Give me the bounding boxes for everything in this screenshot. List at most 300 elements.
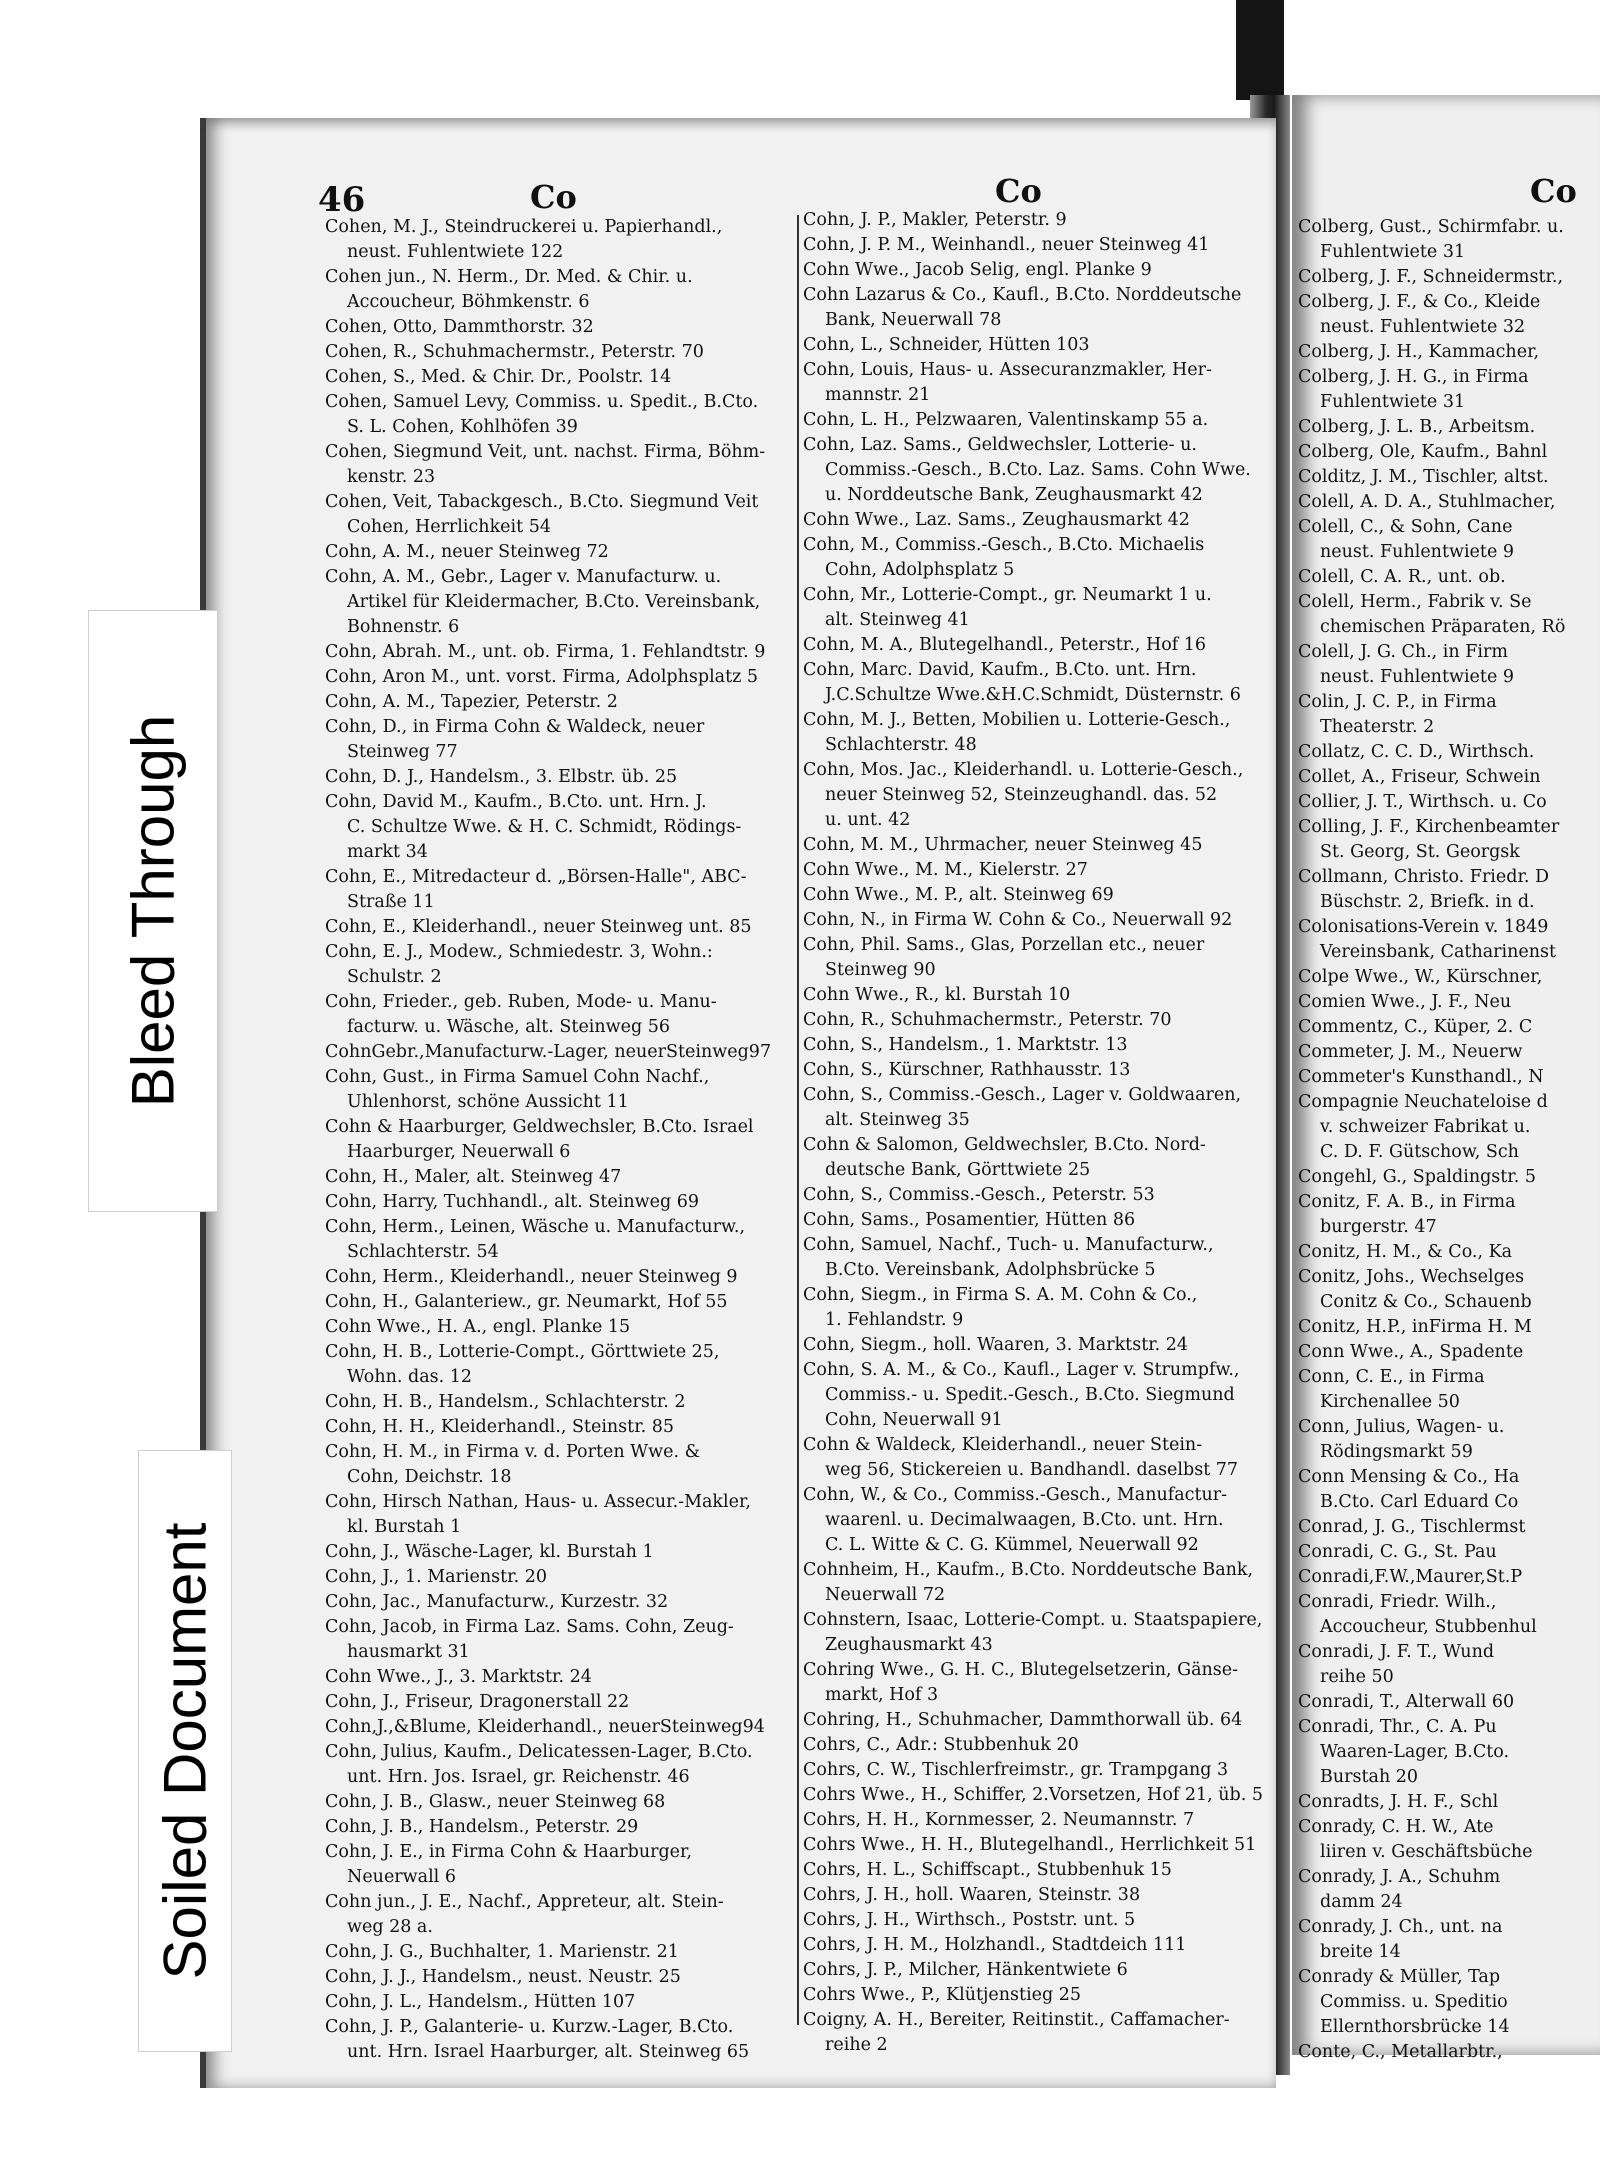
directory-entry <box>325 1190 795 1215</box>
directory-entry <box>325 1890 795 1940</box>
directory-entry <box>325 2015 795 2065</box>
directory-entry <box>325 1115 795 1165</box>
entry-continuation: Cohn, Adolphsplatz 5 <box>825 560 1015 580</box>
directory-entry <box>1298 290 1600 340</box>
entry-continuation: alt. Steinweg 35 <box>825 1110 970 1130</box>
entry-line: Cohrs Wwe., H. H., Blutegelhandl., Herrlichkeit 51 <box>803 1835 1257 1855</box>
entry-line: Cohn, Julius, Kaufm., Delicatessen-Lager, B.Cto. <box>325 1742 753 1762</box>
entry-continuation: J.C.Schultze Wwe.&H.C.Schmidt, Düsternstr. 6 <box>825 685 1241 705</box>
entry-continuation: damm 24 <box>1320 1892 1403 1912</box>
directory-entry <box>325 1690 795 1715</box>
directory-entry <box>803 1783 1275 1808</box>
entry-continuation: neust. Fuhlentwiete 32 <box>1320 317 1526 337</box>
entry-continuation: weg 56, Stickereien u. Bandhandl. daselbst 77 <box>825 1460 1239 1480</box>
entry-continuation: Conitz & Co., Schauenb <box>1320 1292 1532 1312</box>
directory-entry <box>325 790 795 865</box>
entry-line: Cohn, J. P. M., Weinhandl., neuer Steinweg 41 <box>803 235 1210 255</box>
entry-line: Cohn, E. J., Modew., Schmiedestr. 3, Wohn.: <box>325 942 713 962</box>
entry-line: Cohring, H., Schuhmacher, Dammthorwall üb. 64 <box>803 1710 1243 1730</box>
entry-line: Cohn, H. H., Kleiderhandl., Steinstr. 85 <box>325 1417 675 1437</box>
entry-line: Conrady, C. H. W., Ate <box>1298 1817 1494 1837</box>
entry-continuation: Steinweg 90 <box>825 960 936 980</box>
entry-line: Cohn, Louis, Haus- u. Assecuranzmakler, Her- <box>803 360 1212 380</box>
directory-entry <box>325 1340 795 1390</box>
soiled-document-label <box>138 1450 232 2052</box>
directory-entry <box>325 1940 795 1965</box>
entry-line: Congehl, G., Spaldingstr. 5 <box>1298 1167 1537 1187</box>
entry-continuation: deutsche Bank, Görttwiete 25 <box>825 1160 1091 1180</box>
directory-entry <box>1298 1815 1600 1865</box>
directory-entry <box>325 940 795 990</box>
entry-line: Cohn, S., Commiss.-Gesch., Peterstr. 53 <box>803 1185 1155 1205</box>
directory-entry <box>803 883 1275 908</box>
directory-entry <box>803 1558 1275 1608</box>
entry-line: Conn Mensing & Co., Ha <box>1298 1467 1520 1487</box>
directory-entry <box>325 915 795 940</box>
directory-entry <box>325 490 795 540</box>
directory-entry <box>1298 1165 1600 1190</box>
entry-line: Cohrs, H. L., Schiffscapt., Stubbenhuk 15 <box>803 1860 1172 1880</box>
entry-continuation: hausmarkt 31 <box>347 1642 470 1662</box>
directory-entry <box>803 1333 1275 1358</box>
entry-line: Conrady, J. A., Schuhm <box>1298 1867 1501 1887</box>
entry-continuation: reihe 50 <box>1320 1667 1394 1687</box>
directory-entry <box>325 865 795 915</box>
entry-line: Cohn, J. L., Handelsm., Hütten 107 <box>325 1992 636 2012</box>
directory-entry <box>1298 1190 1600 1240</box>
directory-entry <box>325 1040 795 1065</box>
entry-line: Cohen, S., Med. & Chir. Dr., Poolstr. 14 <box>325 367 672 387</box>
entry-line: Colell, C. A. R., unt. ob. <box>1298 567 1506 587</box>
entry-line: Conradts, J. H. F., Schl <box>1298 1792 1499 1812</box>
directory-entry <box>1298 1065 1600 1090</box>
entry-line: Colberg, J. F., & Co., Kleide <box>1298 292 1541 312</box>
entry-line: Cohrs, J. H., Wirthsch., Poststr. unt. 5 <box>803 1910 1136 1930</box>
entry-line: Cohn Lazarus & Co., Kaufl., B.Cto. Norddeutsche <box>803 285 1242 305</box>
directory-entry <box>325 565 795 640</box>
directory-entry <box>1298 1590 1600 1640</box>
entry-continuation: markt 34 <box>347 842 428 862</box>
entry-continuation: neust. Fuhlentwiete 122 <box>347 242 564 262</box>
directory-entry <box>1298 865 1600 915</box>
directory-entry <box>803 1658 1275 1708</box>
directory-entry <box>1298 1240 1600 1265</box>
entry-line: Coigny, A. H., Bereiter, Reitinstit., Caffamacher- <box>803 2010 1230 2030</box>
directory-entry <box>803 1483 1275 1558</box>
entry-continuation: liiren v. Geschäftsbüche <box>1320 1842 1533 1862</box>
entry-line: Colberg, J. F., Schneidermstr., <box>1298 267 1564 287</box>
directory-entry <box>325 1265 795 1290</box>
entry-line: Conrad, J. G., Tischlermst <box>1298 1517 1526 1537</box>
directory-entry <box>1298 1540 1600 1565</box>
directory-entry <box>325 340 795 365</box>
entry-continuation: C. D. F. Gütschow, Sch <box>1320 1142 1519 1162</box>
entry-line: Cohn, Aron M., unt. vorst. Firma, Adolphsplatz 5 <box>325 667 759 687</box>
directory-entry <box>325 640 795 665</box>
directory-entry <box>325 1165 795 1190</box>
directory-entry <box>803 258 1275 283</box>
entry-line: Conradi, T., Alterwall 60 <box>1298 1692 1515 1712</box>
directory-entry <box>1298 1365 1600 1415</box>
entry-line: Collatz, C. C. D., Wirthsch. <box>1298 742 1535 762</box>
directory-entry <box>803 833 1275 858</box>
directory-entry <box>1298 990 1600 1015</box>
directory-entry <box>1298 490 1600 515</box>
entry-line: Cohn, E., Kleiderhandl., neuer Steinweg unt. 85 <box>325 917 752 937</box>
entry-continuation: unt. Hrn. Jos. Israel, gr. Reichenstr. 46 <box>347 1767 690 1787</box>
directory-entry <box>803 708 1275 758</box>
directory-entry <box>325 990 795 1040</box>
directory-entry <box>803 408 1275 433</box>
directory-entry <box>803 1883 1275 1908</box>
entry-line: Cohn & Salomon, Geldwechsler, B.Cto. Nord- <box>803 1135 1206 1155</box>
directory-entry <box>325 1215 795 1265</box>
entry-line: Colpe Wwe., W., Kürschner, <box>1298 967 1543 987</box>
entry-line: Cohen, Samuel Levy, Commiss. u. Spedit., B.Cto. <box>325 392 759 412</box>
entry-line: Cohrs, J. P., Milcher, Hänkentwiete 6 <box>803 1960 1128 1980</box>
entry-line: Cohnheim, H., Kaufm., B.Cto. Norddeutsche Bank, <box>803 1560 1254 1580</box>
entry-line: Colell, Herm., Fabrik v. Se <box>1298 592 1532 612</box>
entry-line: Cohn, Herm., Kleiderhandl., neuer Steinweg 9 <box>325 1267 738 1287</box>
entry-line: Cohn, Marc. David, Kaufm., B.Cto. unt. Hrn. <box>803 660 1197 680</box>
directory-entry <box>325 1490 795 1540</box>
directory-entry <box>325 390 795 440</box>
directory-entry <box>803 433 1275 508</box>
directory-entry <box>803 933 1275 983</box>
directory-entry <box>325 1540 795 1565</box>
directory-entry <box>325 540 795 565</box>
entry-line: Cohen, R., Schuhmachermstr., Peterstr. 70 <box>325 342 704 362</box>
entry-continuation: Zeughausmarkt 43 <box>825 1635 993 1655</box>
directory-column-2 <box>803 208 1275 2055</box>
entry-line: Colonisations-Verein v. 1849 <box>1298 917 1549 937</box>
directory-entry <box>325 1440 795 1490</box>
directory-entry <box>1298 1315 1600 1340</box>
entry-line: Colell, A. D. A., Stuhlmacher, <box>1298 492 1556 512</box>
entry-continuation: Waaren-Lager, B.Cto. <box>1320 1742 1510 1762</box>
entry-continuation: Fuhlentwiete 31 <box>1320 392 1466 412</box>
entry-continuation: neust. Fuhlentwiete 9 <box>1320 542 1514 562</box>
entry-line: Cohrs Wwe., P., Klütjenstieg 25 <box>803 1985 1082 2005</box>
entry-line: Cohn, M., Commiss.-Gesch., B.Cto. Michaelis <box>803 535 1205 555</box>
entry-continuation: burgerstr. 47 <box>1320 1217 1437 1237</box>
entry-line: Colberg, J. L. B., Arbeitsm. <box>1298 417 1536 437</box>
directory-entry <box>325 1965 795 1990</box>
directory-entry <box>1298 1465 1600 1515</box>
directory-entry <box>803 1708 1275 1733</box>
entry-line: Cohn, W., & Co., Commiss.-Gesch., Manufactur- <box>803 1485 1228 1505</box>
directory-entry <box>1298 1865 1600 1915</box>
directory-entry <box>1298 515 1600 565</box>
entry-continuation: u. unt. 42 <box>825 810 911 830</box>
entry-line: CohnGebr.,Manufacturw.-Lager, neuerSteinweg97 <box>325 1042 772 1062</box>
directory-entry <box>325 1615 795 1665</box>
entry-line: Cohn, S. A. M., & Co., Kaufl., Lager v. Strumpfw., <box>803 1360 1240 1380</box>
entry-continuation: Commiss.- u. Spedit.-Gesch., B.Cto. Siegmund <box>825 1385 1235 1405</box>
entry-continuation: C. L. Witte & C. G. Kümmel, Neuerwall 92 <box>825 1535 1199 1555</box>
entry-continuation: waarenl. u. Decimalwaagen, B.Cto. unt. Hrn. <box>825 1510 1224 1530</box>
entry-continuation: breite 14 <box>1320 1942 1401 1962</box>
entry-line: Cohn, A. M., neuer Steinweg 72 <box>325 542 609 562</box>
entry-line: Cohn Wwe., Jacob Selig, engl. Planke 9 <box>803 260 1152 280</box>
entry-continuation: Cohn, Deichstr. 18 <box>347 1467 512 1487</box>
entry-line: Conte, C., Metallarbtr., <box>1298 2042 1503 2062</box>
entry-line: Conn, C. E., in Firma <box>1298 1367 1485 1387</box>
entry-line: Conn, Julius, Wagen- u. <box>1298 1417 1505 1437</box>
entry-continuation: v. schweizer Fabrikat u. <box>1320 1117 1531 1137</box>
entry-line: Collet, A., Friseur, Schwein <box>1298 767 1541 787</box>
entry-line: Cohrs Wwe., H., Schiffer, 2.Vorsetzen, Hof 21, üb. 5 <box>803 1785 1264 1805</box>
entry-continuation: Artikel für Kleidermacher, B.Cto. Vereinsbank, <box>347 592 761 612</box>
directory-entry <box>1298 365 1600 415</box>
entry-line: Cohn, D., in Firma Cohn & Waldeck, neuer <box>325 717 705 737</box>
directory-column-1 <box>325 215 795 2062</box>
entry-continuation: kenstr. 23 <box>347 467 436 487</box>
entry-continuation: Schlachterstr. 54 <box>347 1242 499 1262</box>
entry-line: Cohrs, C. W., Tischlerfreimstr., gr. Trampgang 3 <box>803 1760 1229 1780</box>
directory-entry <box>1298 815 1600 865</box>
directory-entry <box>1298 415 1600 440</box>
entry-continuation: Kirchenallee 50 <box>1320 1392 1460 1412</box>
directory-entry <box>803 233 1275 258</box>
directory-entry <box>1298 565 1600 590</box>
directory-entry <box>325 1665 795 1690</box>
directory-entry <box>325 1315 795 1340</box>
directory-entry <box>803 633 1275 658</box>
entry-line: Cohrs, H. H., Kornmesser, 2. Neumannstr. 7 <box>803 1810 1195 1830</box>
entry-line: Cohn, Mr., Lotterie-Compt., gr. Neumarkt 1 u. <box>803 585 1212 605</box>
directory-entry <box>803 208 1275 233</box>
directory-entry <box>325 1415 795 1440</box>
entry-line: Cohn, Frieder., geb. Ruben, Mode- u. Manu- <box>325 992 717 1012</box>
directory-entry <box>803 283 1275 333</box>
entry-continuation: Commiss.-Gesch., B.Cto. Laz. Sams. Cohn Wwe. <box>825 460 1251 480</box>
directory-entry <box>1298 1415 1600 1465</box>
directory-entry <box>1298 265 1600 290</box>
directory-column-right-page <box>1298 215 1600 2062</box>
directory-entry <box>803 1008 1275 1033</box>
entry-line: Cohen, Siegmund Veit, unt. nachst. Firma, Böhm- <box>325 442 766 462</box>
entry-line: Conitz, F. A. B., in Firma <box>1298 1192 1516 1212</box>
directory-entry <box>1298 1265 1600 1315</box>
entry-continuation: Schulstr. 2 <box>347 967 442 987</box>
entry-line: Cohn, Siegm., in Firma S. A. M. Cohn & Co., <box>803 1285 1198 1305</box>
entry-continuation: neuer Steinweg 52, Steinzeughandl. das. 52 <box>825 785 1218 805</box>
entry-continuation: reihe 2 <box>825 2035 888 2055</box>
directory-entry <box>325 1990 795 2015</box>
entry-line: Conrady, J. Ch., unt. na <box>1298 1917 1503 1937</box>
directory-entry <box>325 1290 795 1315</box>
entry-continuation: Bohnenstr. 6 <box>347 617 460 637</box>
directory-entry <box>803 1758 1275 1783</box>
entry-continuation: Bank, Neuerwall 78 <box>825 310 1002 330</box>
entry-continuation: Fuhlentwiete 31 <box>1320 242 1466 262</box>
directory-entry <box>803 1608 1275 1658</box>
directory-entry <box>803 508 1275 533</box>
directory-entry <box>1298 440 1600 465</box>
entry-continuation: Neuerwall 6 <box>347 1867 456 1887</box>
entry-line: Cohn, J., 1. Marienstr. 20 <box>325 1567 547 1587</box>
entry-line: Compagnie Neuchateloise d <box>1298 1092 1548 1112</box>
directory-entry <box>803 1283 1275 1333</box>
entry-line: Cohn, Laz. Sams., Geldwechsler, Lotterie- u. <box>803 435 1197 455</box>
entry-line: Cohn, Samuel, Nachf., Tuch- u. Manufacturw., <box>803 1235 1214 1255</box>
entry-line: Cohn Wwe., J., 3. Marktstr. 24 <box>325 1667 592 1687</box>
entry-line: Cohrs, J. H., holl. Waaren, Steinstr. 38 <box>803 1885 1141 1905</box>
entry-continuation: B.Cto. Carl Eduard Co <box>1320 1492 1519 1512</box>
entry-line: Cohn Wwe., H. A., engl. Planke 15 <box>325 1317 631 1337</box>
directory-entry <box>803 908 1275 933</box>
entry-line: Conradi, Thr., C. A. Pu <box>1298 1717 1497 1737</box>
entry-line: Commeter's Kunsthandl., N <box>1298 1067 1544 1087</box>
directory-entry <box>1298 1340 1600 1365</box>
entry-line: Colberg, Gust., Schirmfabr. u. <box>1298 217 1564 237</box>
entry-line: Cohn, D. J., Handelsm., 3. Elbstr. üb. 25 <box>325 767 678 787</box>
directory-entry <box>1298 1965 1600 2040</box>
entry-line: Colberg, J. H. G., in Firma <box>1298 367 1529 387</box>
entry-line: Cohn, H., Maler, alt. Steinweg 47 <box>325 1167 622 1187</box>
entry-line: Cohn, J. P., Makler, Peterstr. 9 <box>803 210 1067 230</box>
entry-line: Cohring Wwe., G. H. C., Blutegelsetzerin, Gänse- <box>803 1660 1239 1680</box>
directory-entry <box>325 1065 795 1115</box>
entry-line: Cohn, R., Schuhmachermstr., Peterstr. 70 <box>803 1010 1172 1030</box>
entry-line: Commentz, C., Küper, 2. C <box>1298 1017 1533 1037</box>
entry-line: Cohn Wwe., R., kl. Burstah 10 <box>803 985 1071 1005</box>
entry-continuation: Commiss. u. Speditio <box>1320 1992 1508 2012</box>
entry-line: Cohn, Herm., Leinen, Wäsche u. Manufacturw., <box>325 1217 746 1237</box>
directory-entry <box>325 1840 795 1890</box>
entry-continuation: Cohen, Herrlichkeit 54 <box>347 517 551 537</box>
directory-entry <box>1298 765 1600 790</box>
directory-entry <box>1298 1640 1600 1690</box>
entry-line: Conrady & Müller, Tap <box>1298 1967 1501 1987</box>
entry-line: Cohn & Waldeck, Kleiderhandl., neuer Stein- <box>803 1435 1203 1455</box>
entry-line: Cohn, Jac., Manufacturw., Kurzestr. 32 <box>325 1592 669 1612</box>
entry-line: Cohn, S., Commiss.-Gesch., Lager v. Goldwaaren, <box>803 1085 1242 1105</box>
directory-entry <box>325 365 795 390</box>
entry-line: Cohn, L., Schneider, Hütten 103 <box>803 335 1090 355</box>
directory-entry <box>1298 1565 1600 1590</box>
directory-entry <box>1298 590 1600 640</box>
entry-line: Cohrs, C., Adr.: Stubbenhuk 20 <box>803 1735 1079 1755</box>
directory-entry <box>1298 465 1600 490</box>
entry-continuation: alt. Steinweg 41 <box>825 610 970 630</box>
directory-entry <box>325 1590 795 1615</box>
directory-entry <box>1298 640 1600 690</box>
entry-line: Cohn, J., Friseur, Dragonerstall 22 <box>325 1692 630 1712</box>
entry-line: Colell, C., & Sohn, Cane <box>1298 517 1513 537</box>
directory-entry <box>803 1858 1275 1883</box>
entry-continuation: Steinweg 77 <box>347 742 458 762</box>
entry-line: Cohn, Harry, Tuchhandl., alt. Steinweg 69 <box>325 1192 699 1212</box>
directory-entry <box>803 1908 1275 1933</box>
directory-entry <box>803 2008 1275 2058</box>
directory-entry <box>325 1815 795 1840</box>
entry-continuation: weg 28 a. <box>347 1917 433 1937</box>
entry-continuation: Haarburger, Neuerwall 6 <box>347 1142 571 1162</box>
entry-line: Cohn, Sams., Posamentier, Hütten 86 <box>803 1210 1136 1230</box>
entry-continuation: Cohn, Neuerwall 91 <box>825 1410 1003 1430</box>
entry-line: Colell, J. G. Ch., in Firm <box>1298 642 1508 662</box>
directory-entry <box>325 265 795 315</box>
soiled-document-text: Soiled Document <box>151 1522 219 1980</box>
entry-line: Conitz, Johs., Wechselges <box>1298 1267 1525 1287</box>
directory-entry <box>803 1233 1275 1283</box>
directory-entry <box>325 765 795 790</box>
entry-line: Cohn, M. M., Uhrmacher, neuer Steinweg 45 <box>803 835 1203 855</box>
directory-entry <box>325 1715 795 1740</box>
entry-line: Cohn,J.,&Blume, Kleiderhandl., neuerSteinweg94 <box>325 1717 765 1737</box>
entry-line: Cohn, Phil. Sams., Glas, Porzellan etc., neuer <box>803 935 1205 955</box>
directory-entry <box>1298 1015 1600 1040</box>
directory-entry <box>803 758 1275 833</box>
entry-continuation: S. L. Cohen, Kohlhöfen 39 <box>347 417 578 437</box>
directory-entry <box>1298 1715 1600 1790</box>
directory-entry <box>1298 1790 1600 1815</box>
directory-entry <box>1298 1915 1600 1965</box>
entry-continuation: Neuerwall 72 <box>825 1585 946 1605</box>
entry-line: Collmann, Christo. Friedr. D <box>1298 867 1550 887</box>
entry-line: Cohn, E., Mitredacteur d. „Börsen-Halle", ABC- <box>325 867 747 887</box>
entry-line: Cohrs, J. H. M., Holzhandl., Stadtdeich 111 <box>803 1935 1187 1955</box>
directory-entry <box>803 1183 1275 1208</box>
directory-entry <box>1298 740 1600 765</box>
entry-line: Cohn, J. E., in Firma Cohn & Haarburger, <box>325 1842 693 1862</box>
entry-line: Cohn, J. P., Galanterie- u. Kurzw.-Lager, B.Cto. <box>325 2017 734 2037</box>
entry-line: Cohnstern, Isaac, Lotterie-Compt. u. Staatspapiere, <box>803 1610 1263 1630</box>
directory-entry <box>325 690 795 715</box>
entry-line: Cohn, Hirsch Nathan, Haus- u. Assecur.-Makler, <box>325 1492 751 1512</box>
entry-line: Cohn, H. M., in Firma v. d. Porten Wwe. & <box>325 1442 701 1462</box>
entry-line: Cohn, H. B., Lotterie-Compt., Görttwiete 25, <box>325 1342 720 1362</box>
directory-entry <box>803 1208 1275 1233</box>
entry-continuation: Theaterstr. 2 <box>1320 717 1435 737</box>
directory-entry <box>1298 215 1600 265</box>
entry-line: Cohn, L. H., Pelzwaaren, Valentinskamp 55 a. <box>803 410 1209 430</box>
entry-line: Cohn & Haarburger, Geldwechsler, B.Cto. Israel <box>325 1117 754 1137</box>
entry-line: Cohn, H., Galanteriew., gr. Neumarkt, Hof 55 <box>325 1292 728 1312</box>
directory-entry <box>325 1390 795 1415</box>
entry-line: Comien Wwe., J. F., Neu <box>1298 992 1512 1012</box>
entry-continuation: St. Georg, St. Georgsk <box>1320 842 1520 862</box>
directory-entry <box>1298 1515 1600 1540</box>
directory-entry <box>803 1033 1275 1058</box>
entry-line: Colin, J. C. P., in Firma <box>1298 692 1497 712</box>
entry-continuation: C. Schultze Wwe. & H. C. Schmidt, Rödings- <box>347 817 742 837</box>
entry-line: Cohen, Otto, Dammthorstr. 32 <box>325 317 594 337</box>
entry-line: Cohn jun., J. E., Nachf., Appreteur, alt. Stein- <box>325 1892 724 1912</box>
entry-continuation: u. Norddeutsche Bank, Zeughausmarkt 42 <box>825 485 1203 505</box>
directory-entry <box>1298 915 1600 965</box>
directory-entry <box>325 665 795 690</box>
directory-entry <box>803 333 1275 358</box>
entry-line: Conradi,F.W.,Maurer,St.P <box>1298 1567 1523 1587</box>
directory-entry <box>803 358 1275 408</box>
entry-continuation: Vereinsbank, Catharinenst <box>1320 942 1557 962</box>
page-header-center: Co <box>995 172 1042 210</box>
directory-entry <box>803 858 1275 883</box>
directory-entry <box>803 1808 1275 1833</box>
directory-entry <box>803 1983 1275 2008</box>
entry-line: Cohen, M. J., Steindruckerei u. Papierhandl., <box>325 217 723 237</box>
entry-line: Colberg, J. H., Kammacher, <box>1298 342 1540 362</box>
entry-line: Colberg, Ole, Kaufm., Bahnl <box>1298 442 1548 462</box>
entry-line: Commeter, J. M., Neuerw <box>1298 1042 1523 1062</box>
entry-continuation: Wohn. das. 12 <box>347 1367 473 1387</box>
directory-entry <box>325 1740 795 1790</box>
entry-line: Cohn, S., Handelsm., 1. Marktstr. 13 <box>803 1035 1128 1055</box>
entry-continuation: Accoucheur, Stubbenhul <box>1320 1617 1537 1637</box>
